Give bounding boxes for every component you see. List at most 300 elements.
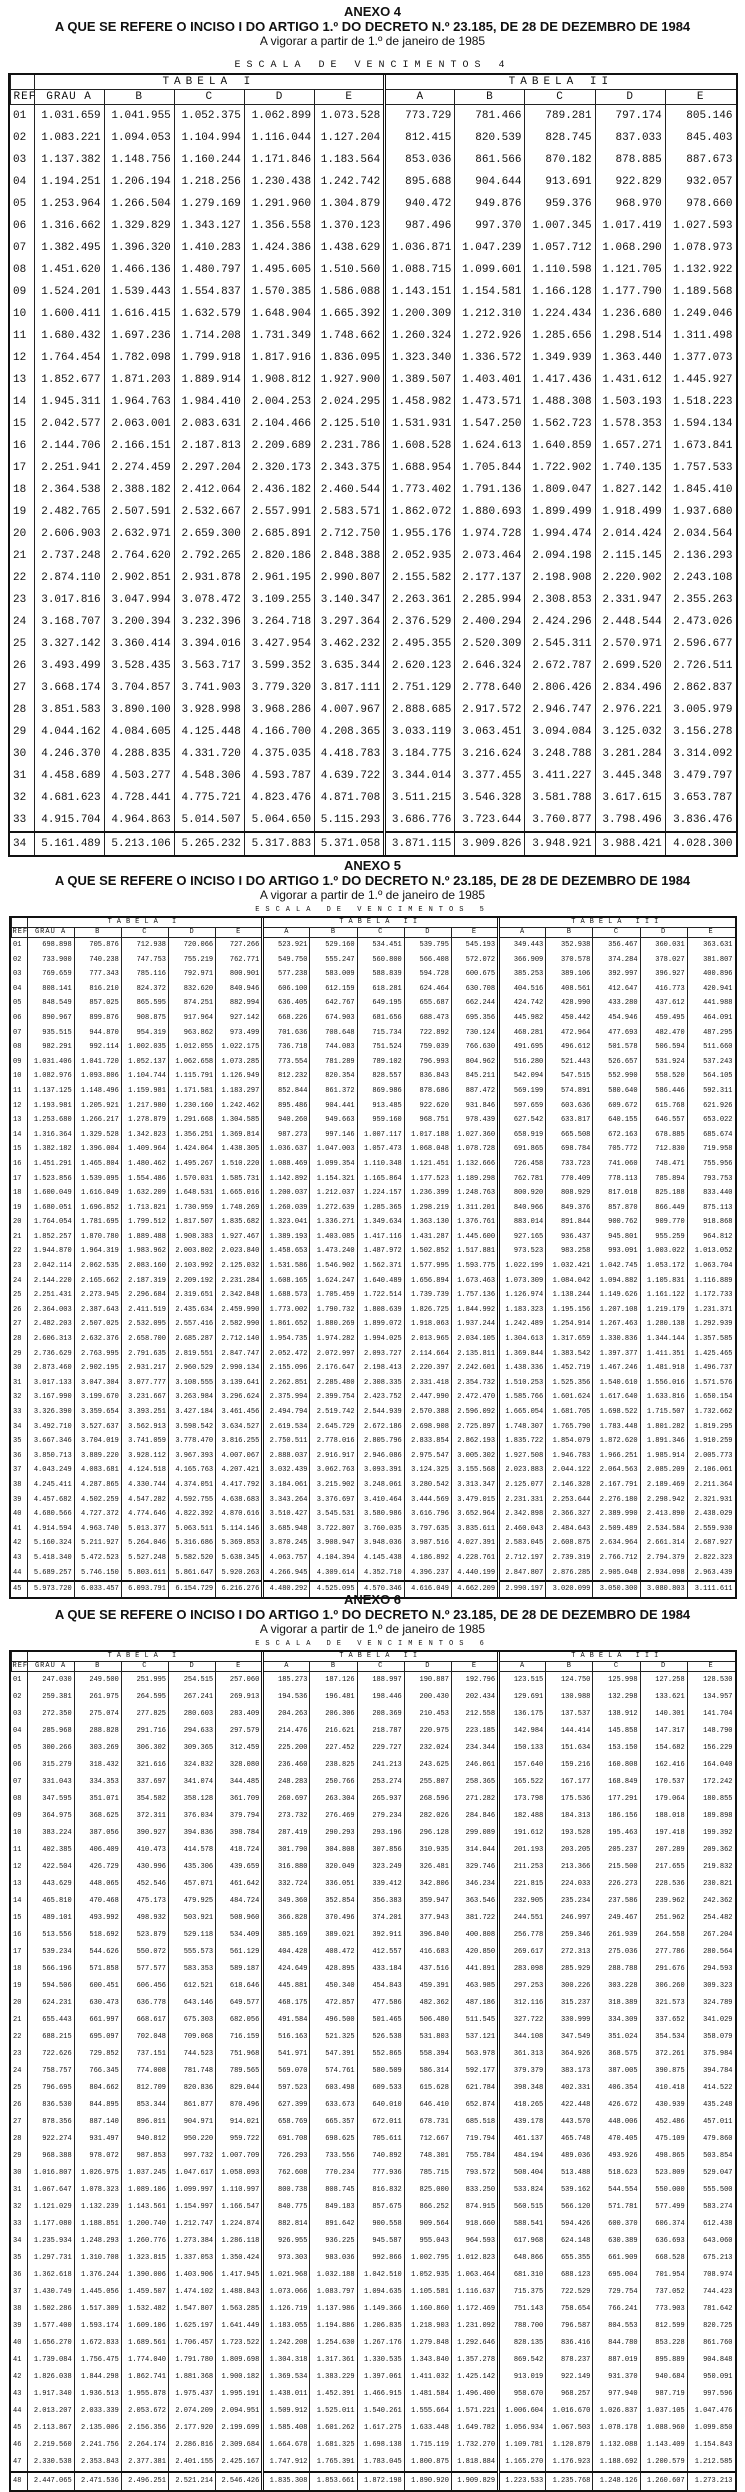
- salary-cell: 1.068.048: [404, 1142, 451, 1157]
- table-group-title: TABELA III: [499, 918, 735, 928]
- salary-cell: 973.303: [263, 2250, 310, 2267]
- salary-cell: 701.954: [640, 2267, 687, 2284]
- salary-cell: 147.317: [640, 1723, 687, 1740]
- salary-cell: 1.032.188: [310, 2267, 357, 2284]
- salary-cell: 426.729: [74, 1859, 121, 1876]
- salary-cell: 3.581.788: [525, 787, 595, 809]
- salary-cell: 1.012.055: [168, 1040, 215, 1055]
- salary-cell: 123.515: [499, 1672, 546, 1690]
- salary-cell: 358.079: [687, 2029, 734, 2046]
- salary-cell: 1.148.756: [104, 149, 174, 171]
- table-row: [11, 1420, 735, 1435]
- salary-cell: 2.737.248: [34, 545, 104, 567]
- salary-cell: 137.537: [546, 1706, 593, 1723]
- salary-cell: 475.173: [121, 1893, 168, 1910]
- table-row: [11, 2250, 735, 2267]
- salary-cell: 5.418.340: [27, 1551, 74, 1566]
- salary-cell: 493.992: [74, 1910, 121, 1927]
- salary-cell: 1.143.151: [385, 281, 455, 303]
- salary-cell: 420.850: [451, 1944, 498, 1961]
- salary-cell: 861.760: [687, 2335, 734, 2352]
- table-row: [11, 1113, 735, 1128]
- ref-cell: 32: [13, 792, 27, 804]
- salary-cell: 356.383: [357, 1893, 404, 1910]
- salary-cell: 1.357.585: [687, 1332, 734, 1347]
- salary-cell: 3.562.913: [121, 1420, 168, 1435]
- salary-cell: 211.253: [499, 1859, 546, 1876]
- salary-cell: 1.016.670: [546, 2403, 593, 2420]
- salary-cell: 940.260: [263, 1113, 310, 1128]
- salary-cell: 648.866: [499, 2250, 546, 2267]
- salary-cell: 1.172.733: [687, 1288, 734, 1303]
- salary-cell: 874.251: [168, 996, 215, 1011]
- salary-cell: 1.899.499: [525, 501, 595, 523]
- salary-cell: 887.140: [74, 2114, 121, 2131]
- salary-cell: 2.199.699: [216, 2420, 263, 2437]
- salary-cell: 740.238: [74, 953, 121, 968]
- salary-cell: 1.207.108: [593, 1303, 640, 1318]
- salary-cell: 964.593: [451, 2233, 498, 2250]
- salary-cell: 288.788: [593, 1961, 640, 1978]
- ref-cell: 31: [13, 2186, 22, 2194]
- salary-cell: 1.206.835: [357, 2318, 404, 2335]
- salary-cell: 410.473: [121, 1842, 168, 1859]
- salary-cell: 857.870: [593, 1201, 640, 1216]
- salary-cell: 3.760.035: [357, 1522, 404, 1537]
- salary-cell: 1.002.795: [404, 2250, 451, 2267]
- salary-cell: 3.168.707: [34, 611, 104, 633]
- table-row: [11, 1463, 735, 1478]
- salary-cell: 496.612: [546, 1040, 593, 1055]
- salary-cell: 914.021: [216, 2114, 263, 2131]
- salary-cell: 1.242.462: [216, 1099, 263, 1114]
- salary-cell: 379.794: [216, 1808, 263, 1825]
- salary-cell: 609.672: [593, 1099, 640, 1114]
- table-row: [10, 369, 736, 391]
- salary-cell: 1.212.310: [455, 303, 525, 325]
- salary-cell: 2.364.003: [27, 1303, 74, 1318]
- salary-cell: 4.246.370: [34, 743, 104, 765]
- salary-cell: 195.463: [593, 1825, 640, 1842]
- salary-cell: 1.031.659: [34, 105, 104, 128]
- salary-cell: 316.880: [263, 1859, 310, 1876]
- salary-cell: 2.961.195: [244, 567, 314, 589]
- salary-cell: 2.013.965: [404, 1332, 451, 1347]
- salary-cell: 2.136.293: [665, 545, 735, 567]
- salary-cell: 836.530: [27, 2097, 74, 2114]
- salary-cell: 1.067.503: [546, 2420, 593, 2437]
- salary-cell: 688.123: [546, 2267, 593, 2284]
- salary-cell: 1.200.309: [385, 303, 455, 325]
- salary-cell: 1.994.025: [357, 1332, 404, 1347]
- table-row: [11, 967, 735, 982]
- salary-cell: 1.316.364: [27, 1128, 74, 1143]
- salary-cell: 430.996: [121, 1859, 168, 1876]
- salary-cell: 334.353: [74, 1774, 121, 1791]
- salary-cell: 2.438.029: [687, 1507, 734, 1522]
- salary-cell: 3.047.994: [104, 589, 174, 611]
- salary-cell: 199.392: [687, 1825, 734, 1842]
- ref-cell: 46: [13, 2441, 22, 2449]
- salary-cell: 2.167.791: [593, 1478, 640, 1493]
- salary-cell: 1.577.400: [27, 2318, 74, 2335]
- salary-cell: 1.356.251: [168, 1128, 215, 1143]
- ref-cell: 07: [13, 242, 27, 254]
- salary-cell: 1.974.282: [310, 1332, 357, 1347]
- salary-cell: 695.097: [74, 2029, 121, 2046]
- salary-cell: 1.224.874: [216, 2216, 263, 2233]
- ref-cell: 14: [13, 396, 27, 408]
- ref-cell: 26: [13, 2101, 22, 2109]
- salary-cell: 194.536: [263, 1689, 310, 1706]
- salary-cell: 220.975: [404, 1723, 451, 1740]
- table-row: [11, 1347, 735, 1362]
- salary-cell: 1.608.528: [385, 435, 455, 457]
- annex-6-effective-date: A vigorar a partir de 1.º de janeiro de 1985: [259, 1622, 486, 1636]
- salary-cell: 329.746: [451, 1859, 498, 1876]
- salary-cell: 1.880.693: [455, 501, 525, 523]
- salary-cell: 940.812: [121, 2131, 168, 2148]
- salary-cell: 396.927: [640, 967, 687, 982]
- salary-cell: 2.251.941: [34, 457, 104, 479]
- salary-cell: 448.065: [74, 1876, 121, 1893]
- salary-cell: 1.042.745: [593, 1259, 640, 1274]
- salary-cell: 3.062.763: [310, 1463, 357, 1478]
- salary-cell: 477.586: [357, 1995, 404, 2012]
- salary-cell: 518.692: [74, 1927, 121, 1944]
- table-row: [11, 1055, 735, 1070]
- salary-cell: 1.022.199: [499, 1259, 546, 1274]
- salary-cell: 267.204: [687, 1927, 734, 1944]
- annex-6-title: ANEXO 6: [343, 1592, 402, 1607]
- salary-cell: 727.266: [216, 938, 263, 953]
- salary-cell: 2.331.418: [404, 1376, 451, 1391]
- salary-cell: 1.266.504: [104, 193, 174, 215]
- salary-cell: 940.684: [640, 2369, 687, 2386]
- salary-cell: 1.984.410: [174, 391, 244, 413]
- salary-cell: 1.104.994: [174, 127, 244, 149]
- ref-cell: 34: [13, 2237, 22, 2245]
- salary-cell: 2.106.061: [687, 1463, 734, 1478]
- salary-cell: 2.262.851: [263, 1376, 310, 1391]
- table-row: [11, 1317, 735, 1332]
- salary-cell: 1.609.106: [121, 2318, 168, 2335]
- salary-cell: 4.638.683: [216, 1493, 263, 1508]
- salary-cell: 1.349.939: [525, 347, 595, 369]
- ref-cell: 25: [13, 638, 27, 650]
- table-row: [10, 479, 736, 501]
- salary-cell: 468.281: [499, 1026, 546, 1041]
- table-row: [10, 391, 736, 413]
- salary-cell: 1.362.618: [27, 2267, 74, 2284]
- salary-cell: 646.410: [404, 2097, 451, 2114]
- salary-cell: 1.344.144: [640, 1332, 687, 1347]
- column-header: D: [404, 928, 451, 938]
- salary-cell: 931.370: [593, 2369, 640, 2386]
- salary-cell: 705.876: [74, 938, 121, 953]
- salary-cell: 3.281.284: [595, 743, 665, 765]
- ref-cell: 27: [13, 682, 27, 694]
- salary-cell: 1.183.297: [216, 1084, 263, 1099]
- salary-cell: 1.657.271: [595, 435, 665, 457]
- salary-cell: 241.213: [357, 1757, 404, 1774]
- salary-cell: 2.354.732: [451, 1376, 498, 1391]
- salary-cell: 1.410.283: [174, 237, 244, 259]
- salary-cell: 1.705.844: [455, 457, 525, 479]
- salary-cell: 2.083.631: [174, 413, 244, 435]
- salary-cell: 1.525.356: [546, 1376, 593, 1391]
- table-row: [11, 1551, 735, 1566]
- ref-header: REF: [12, 1662, 29, 1670]
- salary-cell: 1.363.440: [595, 347, 665, 369]
- salary-cell: 206.306: [310, 1706, 357, 1723]
- salary-cell: 589.187: [216, 1961, 263, 1978]
- salary-cell: 188.018: [640, 1808, 687, 1825]
- salary-cell: 866.449: [640, 1201, 687, 1216]
- salary-cell: 523.809: [640, 2165, 687, 2182]
- salary-cell: 1.078.728: [451, 1142, 498, 1157]
- salary-cell: 751.968: [216, 2046, 263, 2063]
- salary-cell: 128.530: [687, 1672, 734, 1690]
- salary-cell: 1.205.921: [74, 1099, 121, 1114]
- salary-cell: 4.331.720: [174, 743, 244, 765]
- salary-cell: 531.803: [404, 2029, 451, 2046]
- salary-cell: 1.272.926: [455, 325, 525, 347]
- salary-cell: 4.502.259: [74, 1493, 121, 1508]
- salary-cell: 168.849: [593, 1774, 640, 1791]
- salary-cell: 2.331.947: [595, 589, 665, 611]
- table-row: [11, 1876, 735, 1893]
- salary-cell: 1.311.201: [451, 1201, 498, 1216]
- salary-cell: 2.003.802: [168, 1244, 215, 1259]
- salary-cell: 518.623: [593, 2165, 640, 2182]
- salary-cell: 1.200.740: [121, 2216, 168, 2233]
- salary-cell: 2.042.577: [34, 413, 104, 435]
- salary-cell: 2.750.511: [263, 1434, 310, 1449]
- column-header: B: [104, 90, 174, 105]
- salary-cell: 1.165.270: [499, 2454, 546, 2472]
- salary-cell: 730.124: [451, 1026, 498, 1041]
- table-row: [10, 435, 736, 457]
- salary-cell: 1.329.528: [74, 1128, 121, 1143]
- salary-cell: 236.460: [263, 1757, 310, 1774]
- salary-cell: 1.317.659: [546, 1332, 593, 1347]
- salary-cell: 347.595: [27, 1791, 74, 1808]
- salary-cell: 959.376: [525, 193, 595, 215]
- salary-cell: 1.078.178: [593, 2420, 640, 2437]
- salary-cell: 2.632.971: [104, 523, 174, 545]
- salary-cell: 874.915: [451, 2199, 498, 2216]
- salary-cell: 4.914.594: [27, 1522, 74, 1537]
- ref-cell: 16: [13, 1159, 22, 1168]
- salary-cell: 1.909.829: [451, 2472, 498, 2490]
- salary-cell: 603.498: [310, 2080, 357, 2097]
- salary-cell: 1.369.814: [216, 1128, 263, 1143]
- salary-cell: 304.808: [310, 1842, 357, 1859]
- salary-cell: 2.034.105: [451, 1332, 498, 1347]
- salary-cell: 200.430: [404, 1689, 451, 1706]
- salary-cell: 1.279.848: [404, 2335, 451, 2352]
- salary-cell: 3.411.227: [525, 765, 595, 787]
- salary-cell: 1.466.915: [357, 2386, 404, 2403]
- column-header: E: [687, 928, 734, 938]
- salary-cell: 354.582: [121, 1791, 168, 1808]
- salary-cell: 513.556: [27, 1927, 74, 1944]
- salary-cell: 2.263.361: [385, 589, 455, 611]
- salary-cell: 3.686.776: [385, 809, 455, 832]
- salary-cell: 594.728: [404, 967, 451, 982]
- salary-cell: 537.121: [451, 2029, 498, 2046]
- salary-cell: 3.093.391: [357, 1463, 404, 1478]
- salary-cell: 1.254.914: [546, 1317, 593, 1332]
- salary-cell: 577.499: [640, 2199, 687, 2216]
- salary-cell: 1.094.635: [357, 2284, 404, 2301]
- salary-cell: 800.920: [499, 1186, 546, 1201]
- salary-cell: 1.017.188: [404, 1128, 451, 1143]
- ref-cell: 42: [13, 1539, 22, 1548]
- salary-cell: 1.383.542: [546, 1347, 593, 1362]
- salary-cell: 1.731.349: [244, 325, 314, 347]
- salary-cell: 1.510.253: [499, 1376, 546, 1391]
- salary-cell: 4.027.391: [451, 1536, 498, 1551]
- salary-cell: 777.936: [357, 2165, 404, 2182]
- salary-cell: 4.083.681: [74, 1463, 121, 1478]
- salary-cell: 1.248.126: [593, 2472, 640, 2490]
- salary-cell: 5.371.058: [315, 832, 385, 855]
- salary-cell: 276.469: [310, 1808, 357, 1825]
- salary-cell: 800.738: [263, 2182, 310, 2199]
- salary-cell: 927.165: [499, 1230, 546, 1245]
- ref-cell: 22: [13, 1247, 22, 1256]
- salary-cell: 824.372: [121, 982, 168, 997]
- salary-cell: 722.892: [404, 1026, 451, 1041]
- salary-cell: 733.723: [546, 1157, 593, 1172]
- salary-cell: 1.966.251: [593, 1449, 640, 1464]
- salary-cell: 1.593.174: [74, 2318, 121, 2335]
- table-row: [11, 1215, 735, 1230]
- salary-cell: 1.094.053: [104, 127, 174, 149]
- salary-cell: 2.447.990: [404, 1390, 451, 1405]
- salary-cell: 1.166.128: [525, 281, 595, 303]
- salary-table: [10, 75, 736, 855]
- salary-cell: 2.144.706: [34, 435, 104, 457]
- salary-cell: 1.357.278: [451, 2352, 498, 2369]
- ref-cell: 01: [13, 1676, 22, 1684]
- salary-cell: 299.089: [451, 1825, 498, 1842]
- salary-cell: 454.946: [593, 1011, 640, 1026]
- salary-cell: 740.892: [357, 2148, 404, 2165]
- salary-cell: 261.939: [593, 1927, 640, 1944]
- salary-cell: 958.670: [499, 2386, 546, 2403]
- salary-cell: 1.880.269: [310, 1317, 357, 1332]
- salary-cell: 1.212.585: [687, 2454, 734, 2472]
- salary-cell: 496.500: [310, 2012, 357, 2029]
- salary-cell: 2.862.837: [665, 677, 735, 699]
- salary-cell: 359.947: [404, 1893, 451, 1910]
- salary-cell: 1.189.298: [451, 1172, 498, 1187]
- salary-cell: 277.825: [121, 1706, 168, 1723]
- salary-cell: 955.259: [640, 1230, 687, 1245]
- salary-cell: 674.903: [310, 1011, 357, 1026]
- salary-cell: 2.672.787: [525, 655, 595, 677]
- salary-cell: 705.611: [357, 2131, 404, 2148]
- table-row: [11, 2284, 735, 2301]
- salary-cell: 3.184.061: [263, 1478, 310, 1493]
- salary-cell: 766.241: [593, 2301, 640, 2318]
- salary-cell: 1.480.462: [121, 1157, 168, 1172]
- salary-cell: 918.868: [687, 1215, 734, 1230]
- salary-cell: 138.912: [593, 1706, 640, 1723]
- salary-cell: 1.110.598: [525, 259, 595, 281]
- salary-cell: 1.578.353: [595, 413, 665, 435]
- salary-cell: 1.212.037: [310, 1186, 357, 1201]
- salary-cell: 2.243.108: [665, 567, 735, 589]
- salary-cell: 2.412.064: [174, 479, 244, 501]
- salary-cell: 246.061: [451, 1757, 498, 1774]
- salary-cell: 5.472.523: [74, 1551, 121, 1566]
- salary-cell: 1.254.630: [310, 2335, 357, 2352]
- salary-cell: 2.532.095: [121, 1317, 168, 1332]
- salary-cell: 2.399.754: [310, 1390, 357, 1405]
- salary-cell: 3.616.796: [404, 1507, 451, 1522]
- salary-cell: 1.773.402: [385, 479, 455, 501]
- table-row: [11, 1842, 735, 1859]
- salary-cell: 172.242: [687, 1774, 734, 1791]
- table-row: [11, 1672, 735, 1690]
- salary-cell: 1.127.204: [315, 127, 385, 149]
- salary-cell: 328.080: [216, 1757, 263, 1774]
- table-row: [11, 1757, 735, 1774]
- salary-cell: 586.314: [404, 2063, 451, 2080]
- salary-cell: 349.443: [499, 938, 546, 953]
- salary-cell: 4.063.757: [263, 1551, 310, 1566]
- salary-cell: 1.601.262: [310, 2420, 357, 2437]
- ref-cell: 44: [13, 1568, 22, 1577]
- table-group-title: TABELA II: [263, 1652, 499, 1662]
- salary-cell: 1.424.386: [244, 237, 314, 259]
- salary-cell: 1.409.964: [121, 1142, 168, 1157]
- ref-cell: 06: [13, 1013, 22, 1022]
- table-row: [11, 2233, 735, 2250]
- salary-cell: 309.365: [168, 1740, 215, 1757]
- ref-cell: 04: [13, 176, 27, 188]
- salary-cell: 1.223.533: [499, 2472, 546, 2490]
- salary-cell: 1.382.182: [27, 1142, 74, 1157]
- salary-cell: 816.832: [357, 2182, 404, 2199]
- salary-cell: 636.405: [263, 996, 310, 1011]
- salary-cell: 287.419: [263, 1825, 310, 1842]
- salary-cell: 186.156: [593, 1808, 640, 1825]
- salary-cell: 2.198.413: [357, 1361, 404, 1376]
- salary-cell: 1.809.698: [216, 2352, 263, 2369]
- salary-cell: 1.235.934: [27, 2233, 74, 2250]
- salary-cell: 1.356.558: [244, 215, 314, 237]
- salary-cell: 482.470: [640, 1026, 687, 1041]
- salary-cell: 685.674: [687, 1128, 734, 1143]
- salary-cell: 1.280.138: [640, 1317, 687, 1332]
- salary-cell: 1.062.658: [168, 1055, 215, 1070]
- salary-cell: 1.383.229: [310, 2369, 357, 2386]
- table-row: [11, 2420, 735, 2437]
- salary-cell: 523.879: [121, 1927, 168, 1944]
- salary-cell: 1.698.522: [593, 1405, 640, 1420]
- salary-cell: 950.091: [687, 2369, 734, 2386]
- ref-cell: 39: [13, 2322, 22, 2330]
- salary-cell: 1.088.715: [385, 259, 455, 281]
- salary-cell: 1.964.763: [104, 391, 174, 413]
- salary-cell: 621.784: [451, 2080, 498, 2097]
- salary-cell: 501.465: [357, 2012, 404, 2029]
